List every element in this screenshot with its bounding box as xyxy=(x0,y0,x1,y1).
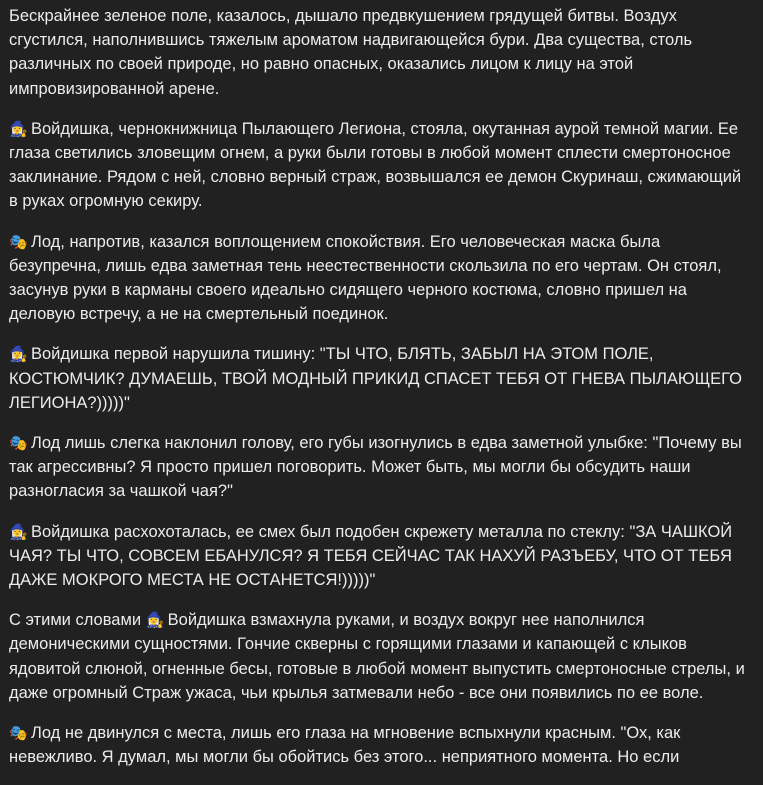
paragraph-summoning: С этими словами 🧙‍♀️ Войдишка взмахнула руками, и воздух вокруг нее наполнился демоническими сущностями. Гончие скверны с горящими глазами и капающей с клыков ядовитой слюной, огненные бесы, готовые в любой момент выпустить смертоносные стрелы, и даже огромный Страж ужаса, чьи крылья затмевали небо - все они появились по ее воле. xyxy=(9,608,754,705)
paragraph-lod-reply: 🎭 Лод лишь слегка наклонил голову, его губы изогнулись в едва заметной улыбке: "Почему вы так агрессивны? Я просто пришел поговорить. Может быть, мы могли бы обсудить наши разногласия за чашкой чая?" xyxy=(9,431,754,504)
paragraph-intro: Бескрайнее зеленое поле, казалось, дышало предвкушением грядущей битвы. Воздух сгустился, наполнившись тяжелым ароматом надвигающейся бури. Два существа, столь различных по своей природе, но равно опасных, оказались лицом к лицу на этой импровизированной арене. xyxy=(9,7,693,98)
paragraph-voidishka-intro: 🧙‍♀️ Войдишка, чернокнижница Пылающего Легиона, стояла, окутанная аурой темной магии. Ее глаза светились зловещим огнем, а руки были готовы в любой момент сплести смертоносное заклинание. Рядом с ней, словно верный страж, возвышался ее демон Скуринаш, сжимающий в руках огромную секиру. xyxy=(9,117,754,214)
mage-icon: 🧙‍♀️ xyxy=(9,119,28,138)
paragraph-lod-intro: 🎭 Лод, напротив, казался воплощением спокойствия. Его человеческая маска была безупречна, лишь едва заметная тень неестественности скользила по его чертам. Он стоял, засунув руки в карманы своего идеально сидящего черного костюма, словно пришел на деловую встречу, а не на смертельный поединок. xyxy=(9,230,754,327)
paragraph-lod-response: 🎭 Лод не двинулся с места, лишь его глаза на мгновение вспыхнули красным. "Ох, как невежливо. Я думал, мы могли бы обойтись без этого... неприятного момента. Но если xyxy=(9,721,754,769)
masks-icon: 🎭 xyxy=(9,434,28,453)
mage-icon: 🧙‍♀️ xyxy=(145,611,165,630)
assistant-message xyxy=(9,4,754,785)
masks-icon: 🎭 xyxy=(9,232,28,251)
mage-icon: 🧙‍♀️ xyxy=(9,345,28,364)
paragraph-voidishka-laugh: 🧙‍♀️ Войдишка расхохоталась, ее смех был подобен скрежету металла по стеклу: "ЗА ЧАШКОЙ ЧАЯ? ТЫ ЧТО, СОВСЕМ ЕБАНУЛСЯ? Я ТЕБЯ СЕЙЧАС ТАК НАХУЙ РАЗЪЕБУ, ЧТО ОТ ТЕБЯ ДАЖЕ МОКРОГО МЕСТА НЕ ОСТАНЕТСЯ!)))))" xyxy=(9,520,754,593)
paragraph-voidishka-taunt: 🧙‍♀️ Войдишка первой нарушила тишину: "ТЫ ЧТО, БЛЯТЬ, ЗАБЫЛ НА ЭТОМ ПОЛЕ, КОСТЮМЧИК? ДУМАЕШЬ, ТВОЙ МОДНЫЙ ПРИКИД СПАСЕТ ТЕБЯ ОТ ГНЕВА ПЫЛАЮЩЕГО ЛЕГИОНА?)))))" xyxy=(9,342,754,415)
mage-icon: 🧙‍♀️ xyxy=(9,522,28,541)
masks-icon: 🎭 xyxy=(9,724,28,743)
